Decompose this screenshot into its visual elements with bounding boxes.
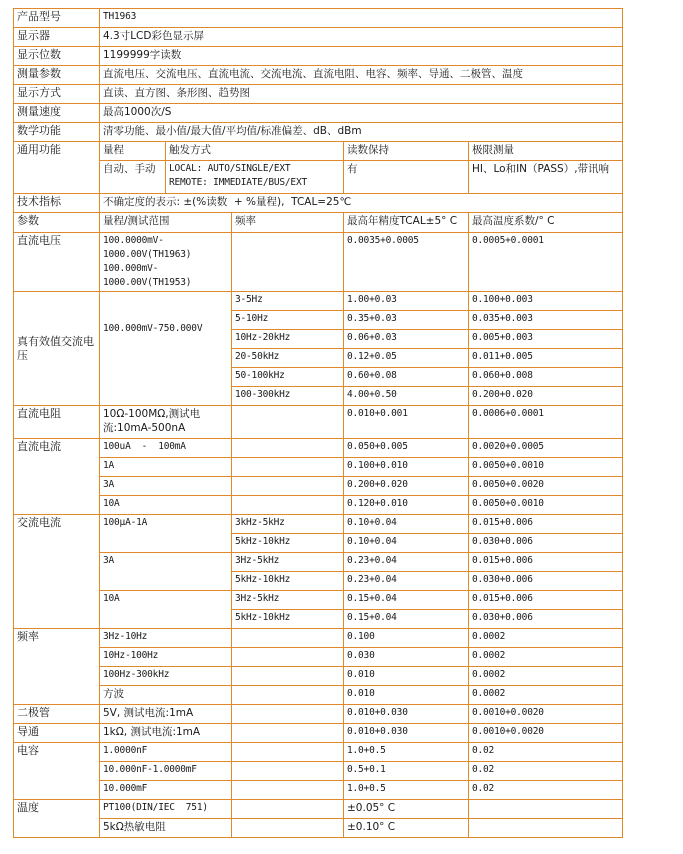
row-cont [14,724,623,743]
trigger-local: LOCAL: AUTO/SINGLE/EXT [169,163,291,174]
temp-freq [232,800,344,819]
freq-range: 10Hz-100Hz [100,648,232,667]
res-name: 直流电阻 [14,406,100,439]
temp-name: 温度 [14,800,100,838]
cap-freq [232,781,344,800]
row-digits [14,47,623,66]
dci-coef: 0.0020+0.0005 [469,439,623,458]
row-dci [14,477,623,496]
row-freq [14,686,623,705]
dci-name: 直流电流 [14,439,100,515]
dci-coef: 0.0050+0.0010 [469,458,623,477]
func-limit-value: HI、Lo和IN（PASS）,带讯响 [469,161,623,194]
accuracy-label: 技术指标 [14,194,100,213]
display-label: 显示器 [14,28,100,47]
acv-freq: 3-5Hz [232,292,344,311]
math-label: 数学功能 [14,123,100,142]
row-aci [14,515,623,534]
acv-freq: 10Hz-20kHz [232,330,344,349]
freq-freq [232,629,344,648]
aci-freq: 5kHz-10kHz [232,610,344,629]
cap-range: 1.0000nF [100,743,232,762]
cap-acc: 1.0+0.5 [344,743,469,762]
aci-coef: 0.030+0.006 [469,534,623,553]
dcv-acc: 0.0035+0.0005 [344,233,469,292]
row-diode [14,705,623,724]
spec-header-param: 参数 [14,213,100,233]
acv-range: 100.000mV-750.000V [100,292,232,406]
func-trigger-value [166,161,344,194]
cont-acc: 0.010+0.030 [344,724,469,743]
math-value: 清零功能、最小值/最大值/平均值/标准偏差、dB、dBm [100,123,623,142]
aci-freq: 5kHz-10kHz [232,534,344,553]
row-functions-header [14,142,623,161]
params-value: 直流电压、交流电压、直流电流、交流电流、直流电阻、电容、频率、导通、二极管、温度 [100,66,623,85]
mode-value: 直读、直方图、条形图、趋势图 [100,85,623,104]
acv-coef: 0.060+0.008 [469,368,623,387]
spec-header-tempcoef: 最高温度系数/° C [469,213,623,233]
row-dcv [14,233,623,292]
aci-range: 3A [100,553,232,591]
aci-coef: 0.015+0.006 [469,553,623,572]
freq-acc: 0.100 [344,629,469,648]
display-value: 4.3寸LCD彩色显示屏 [100,28,623,47]
functions-label: 通用功能 [14,142,100,194]
cap-acc: 1.0+0.5 [344,781,469,800]
dci-freq [232,496,344,515]
func-range-value: 自动、手动 [100,161,166,194]
aci-coef: 0.015+0.006 [469,591,623,610]
dci-freq [232,458,344,477]
freq-coef: 0.0002 [469,629,623,648]
acv-coef: 0.100+0.003 [469,292,623,311]
cont-range: 1kΩ, 测试电流:1mA [100,724,232,743]
cont-freq [232,724,344,743]
aci-freq: 3Hz-5kHz [232,553,344,572]
cap-freq [232,762,344,781]
acv-coef: 0.035+0.003 [469,311,623,330]
freq-range: 方波 [100,686,232,705]
func-header-range: 量程 [100,142,166,161]
aci-acc: 0.10+0.04 [344,534,469,553]
acv-acc: 4.00+0.50 [344,387,469,406]
dci-range: 10A [100,496,232,515]
func-hold-value: 有 [344,161,469,194]
acv-freq: 50-100kHz [232,368,344,387]
acv-acc: 0.12+0.05 [344,349,469,368]
row-accuracy [14,194,623,213]
aci-range: 10A [100,591,232,629]
func-header-trigger: 触发方式 [166,142,344,161]
res-acc: 0.010+0.001 [344,406,469,439]
row-cap [14,743,623,762]
res-freq [232,406,344,439]
dcv-range-line: 100.0000mV- [103,235,164,246]
res-range-line2: 流:10mA-500nA [103,422,186,434]
freq-acc: 0.030 [344,648,469,667]
dci-coef: 0.0050+0.0010 [469,496,623,515]
temp-acc: ±0.10° C [344,819,469,838]
acv-acc: 0.06+0.03 [344,330,469,349]
cap-range: 10.000nF-1.0000mF [100,762,232,781]
spec-header-range: 量程/测试范围 [100,213,232,233]
row-aci [14,591,623,610]
diode-name: 二极管 [14,705,100,724]
cap-coef: 0.02 [469,743,623,762]
dci-freq [232,477,344,496]
aci-freq: 3Hz-5kHz [232,591,344,610]
res-range-line1: 10Ω-100MΩ,测试电 [103,408,201,420]
row-temp [14,800,623,819]
row-freq [14,648,623,667]
speed-label: 测量速度 [14,104,100,123]
spec-header-accuracy: 最高年精度TCAL±5° C [344,213,469,233]
dcv-range-line: 1000.00V(TH1953) [103,277,192,288]
row-params [14,66,623,85]
row-acv [14,292,623,311]
dci-acc: 0.050+0.005 [344,439,469,458]
acv-coef: 0.011+0.005 [469,349,623,368]
row-mode [14,85,623,104]
aci-coef: 0.030+0.006 [469,610,623,629]
acv-name: 真有效值交流电压 [14,292,100,406]
dci-acc: 0.120+0.010 [344,496,469,515]
row-spec-header [14,213,623,233]
res-coef: 0.0006+0.0001 [469,406,623,439]
cap-range: 10.000mF [100,781,232,800]
cap-acc: 0.5+0.1 [344,762,469,781]
dci-acc: 0.200+0.020 [344,477,469,496]
row-freq [14,629,623,648]
func-header-limit: 极限测量 [469,142,623,161]
dci-coef: 0.0050+0.0020 [469,477,623,496]
func-header-hold: 读数保持 [344,142,469,161]
diode-acc: 0.010+0.030 [344,705,469,724]
freq-freq [232,667,344,686]
speed-value: 最高1000次/S [100,104,623,123]
freq-freq [232,648,344,667]
acv-freq: 100-300kHz [232,387,344,406]
acv-coef: 0.005+0.003 [469,330,623,349]
acv-freq: 20-50kHz [232,349,344,368]
temp-coef [469,800,623,819]
dci-range: 1A [100,458,232,477]
diode-coef: 0.0010+0.0020 [469,705,623,724]
dcv-name: 直流电压 [14,233,100,292]
row-functions-values [14,161,623,194]
acv-acc: 1.00+0.03 [344,292,469,311]
dci-freq [232,439,344,458]
aci-coef: 0.030+0.006 [469,572,623,591]
dcv-coef: 0.0005+0.0001 [469,233,623,292]
row-cap [14,781,623,800]
freq-range: 100Hz-300kHz [100,667,232,686]
cap-freq [232,743,344,762]
cap-coef: 0.02 [469,781,623,800]
aci-coef: 0.015+0.006 [469,515,623,534]
dcv-range [100,233,232,292]
freq-coef: 0.0002 [469,667,623,686]
acv-acc: 0.60+0.08 [344,368,469,387]
dcv-range-line: 100.000mV- [103,263,159,274]
cont-coef: 0.0010+0.0020 [469,724,623,743]
freq-name: 频率 [14,629,100,705]
res-range [100,406,232,439]
aci-name: 交流电流 [14,515,100,629]
temp-coef [469,819,623,838]
row-speed [14,104,623,123]
row-res [14,406,623,439]
row-cap [14,762,623,781]
mode-label: 显示方式 [14,85,100,104]
dci-range: 100uA - 100mA [100,439,232,458]
accuracy-value: 不确定度的表示: ±(%读数 + %量程), TCAL=25℃ [100,194,623,213]
dci-range: 3A [100,477,232,496]
freq-freq [232,686,344,705]
freq-acc: 0.010 [344,686,469,705]
model-label: 产品型号 [14,9,100,28]
cap-coef: 0.02 [469,762,623,781]
freq-range: 3Hz-10Hz [100,629,232,648]
row-freq [14,667,623,686]
aci-range: 100μA-1A [100,515,232,553]
spec-table [13,8,623,838]
acv-freq: 5-10Hz [232,311,344,330]
dci-acc: 0.100+0.010 [344,458,469,477]
dcv-range-line: 1000.00V(TH1963) [103,249,192,260]
aci-acc: 0.10+0.04 [344,515,469,534]
acv-coef: 0.200+0.020 [469,387,623,406]
params-label: 测量参数 [14,66,100,85]
row-model [14,9,623,28]
row-aci [14,553,623,572]
aci-freq: 3kHz-5kHz [232,515,344,534]
model-value: TH1963 [100,9,623,28]
temp-acc: ±0.05° C [344,800,469,819]
freq-acc: 0.010 [344,667,469,686]
row-display [14,28,623,47]
cap-name: 电容 [14,743,100,800]
trigger-remote: REMOTE: IMMEDIATE/BUS/EXT [169,177,307,188]
row-dci [14,458,623,477]
aci-freq: 5kHz-10kHz [232,572,344,591]
row-math [14,123,623,142]
temp-range: PT100(DIN/IEC 751) [100,800,232,819]
digits-label: 显示位数 [14,47,100,66]
cont-name: 导通 [14,724,100,743]
diode-range: 5V, 测试电流:1mA [100,705,232,724]
row-temp [14,819,623,838]
aci-acc: 0.23+0.04 [344,572,469,591]
temp-range: 5kΩ热敏电阻 [100,819,232,838]
freq-coef: 0.0002 [469,648,623,667]
acv-acc: 0.35+0.03 [344,311,469,330]
dcv-freq [232,233,344,292]
aci-acc: 0.23+0.04 [344,553,469,572]
diode-freq [232,705,344,724]
temp-freq [232,819,344,838]
digits-value: 1199999字读数 [100,47,623,66]
freq-coef: 0.0002 [469,686,623,705]
aci-acc: 0.15+0.04 [344,610,469,629]
spec-header-freq: 频率 [232,213,344,233]
row-dci [14,496,623,515]
aci-acc: 0.15+0.04 [344,591,469,610]
row-dci [14,439,623,458]
